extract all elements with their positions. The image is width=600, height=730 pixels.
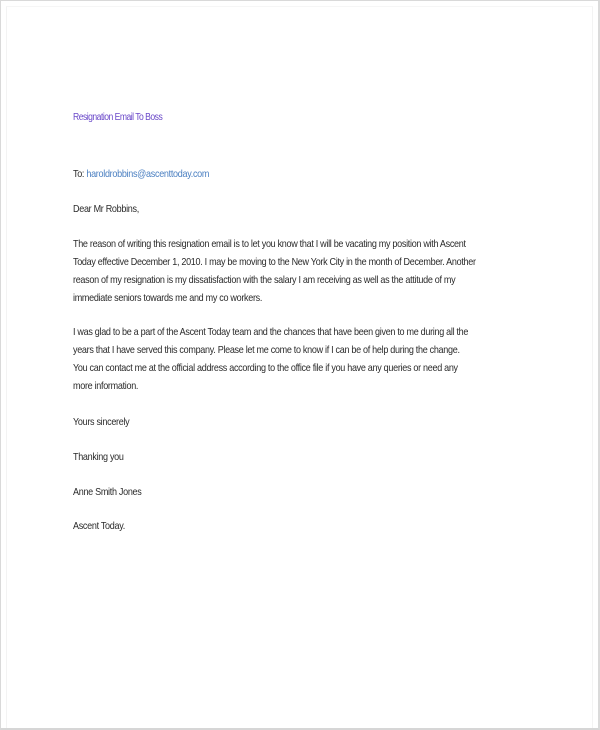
recipient-line	[73, 167, 209, 181]
signature-name: Anne Smith Jones	[73, 486, 142, 498]
paragraph-line: Today effective December 1, 2010. I may be moving to the New York City in the month of December. Another	[73, 256, 476, 268]
thanks-line: Thanking you	[73, 451, 124, 463]
paragraph-line: I was glad to be a part of the Ascent Today team and the chances that have been given to me during all the	[73, 326, 469, 338]
salutation: Dear Mr Robbins,	[73, 203, 139, 215]
signature-company: Ascent Today.	[73, 520, 125, 532]
paragraph-line: more information.	[73, 380, 139, 392]
closing: Yours sincerely	[73, 416, 130, 428]
paragraph-line: reason of my resignation is my dissatisfaction with the salary I am receiving as well as the attitude of my	[73, 274, 456, 286]
document-title: Resignation Email To Boss	[73, 112, 163, 123]
recipient-email-link[interactable]: haroldrobbins@ascenttoday.com	[86, 168, 210, 180]
paragraph-line: The reason of writing this resignation email is to let you know that I will be vacating my position with Ascent	[73, 238, 466, 250]
paragraph-line: years that I have served this company. Please let me come to know if I can be of help during the change.	[73, 344, 460, 356]
to-label: To:	[73, 168, 85, 180]
paragraph-line: immediate seniors towards me and my co workers.	[73, 292, 263, 304]
paragraph-line: You can contact me at the official address according to the office file if you have any queries or need any	[73, 362, 458, 374]
